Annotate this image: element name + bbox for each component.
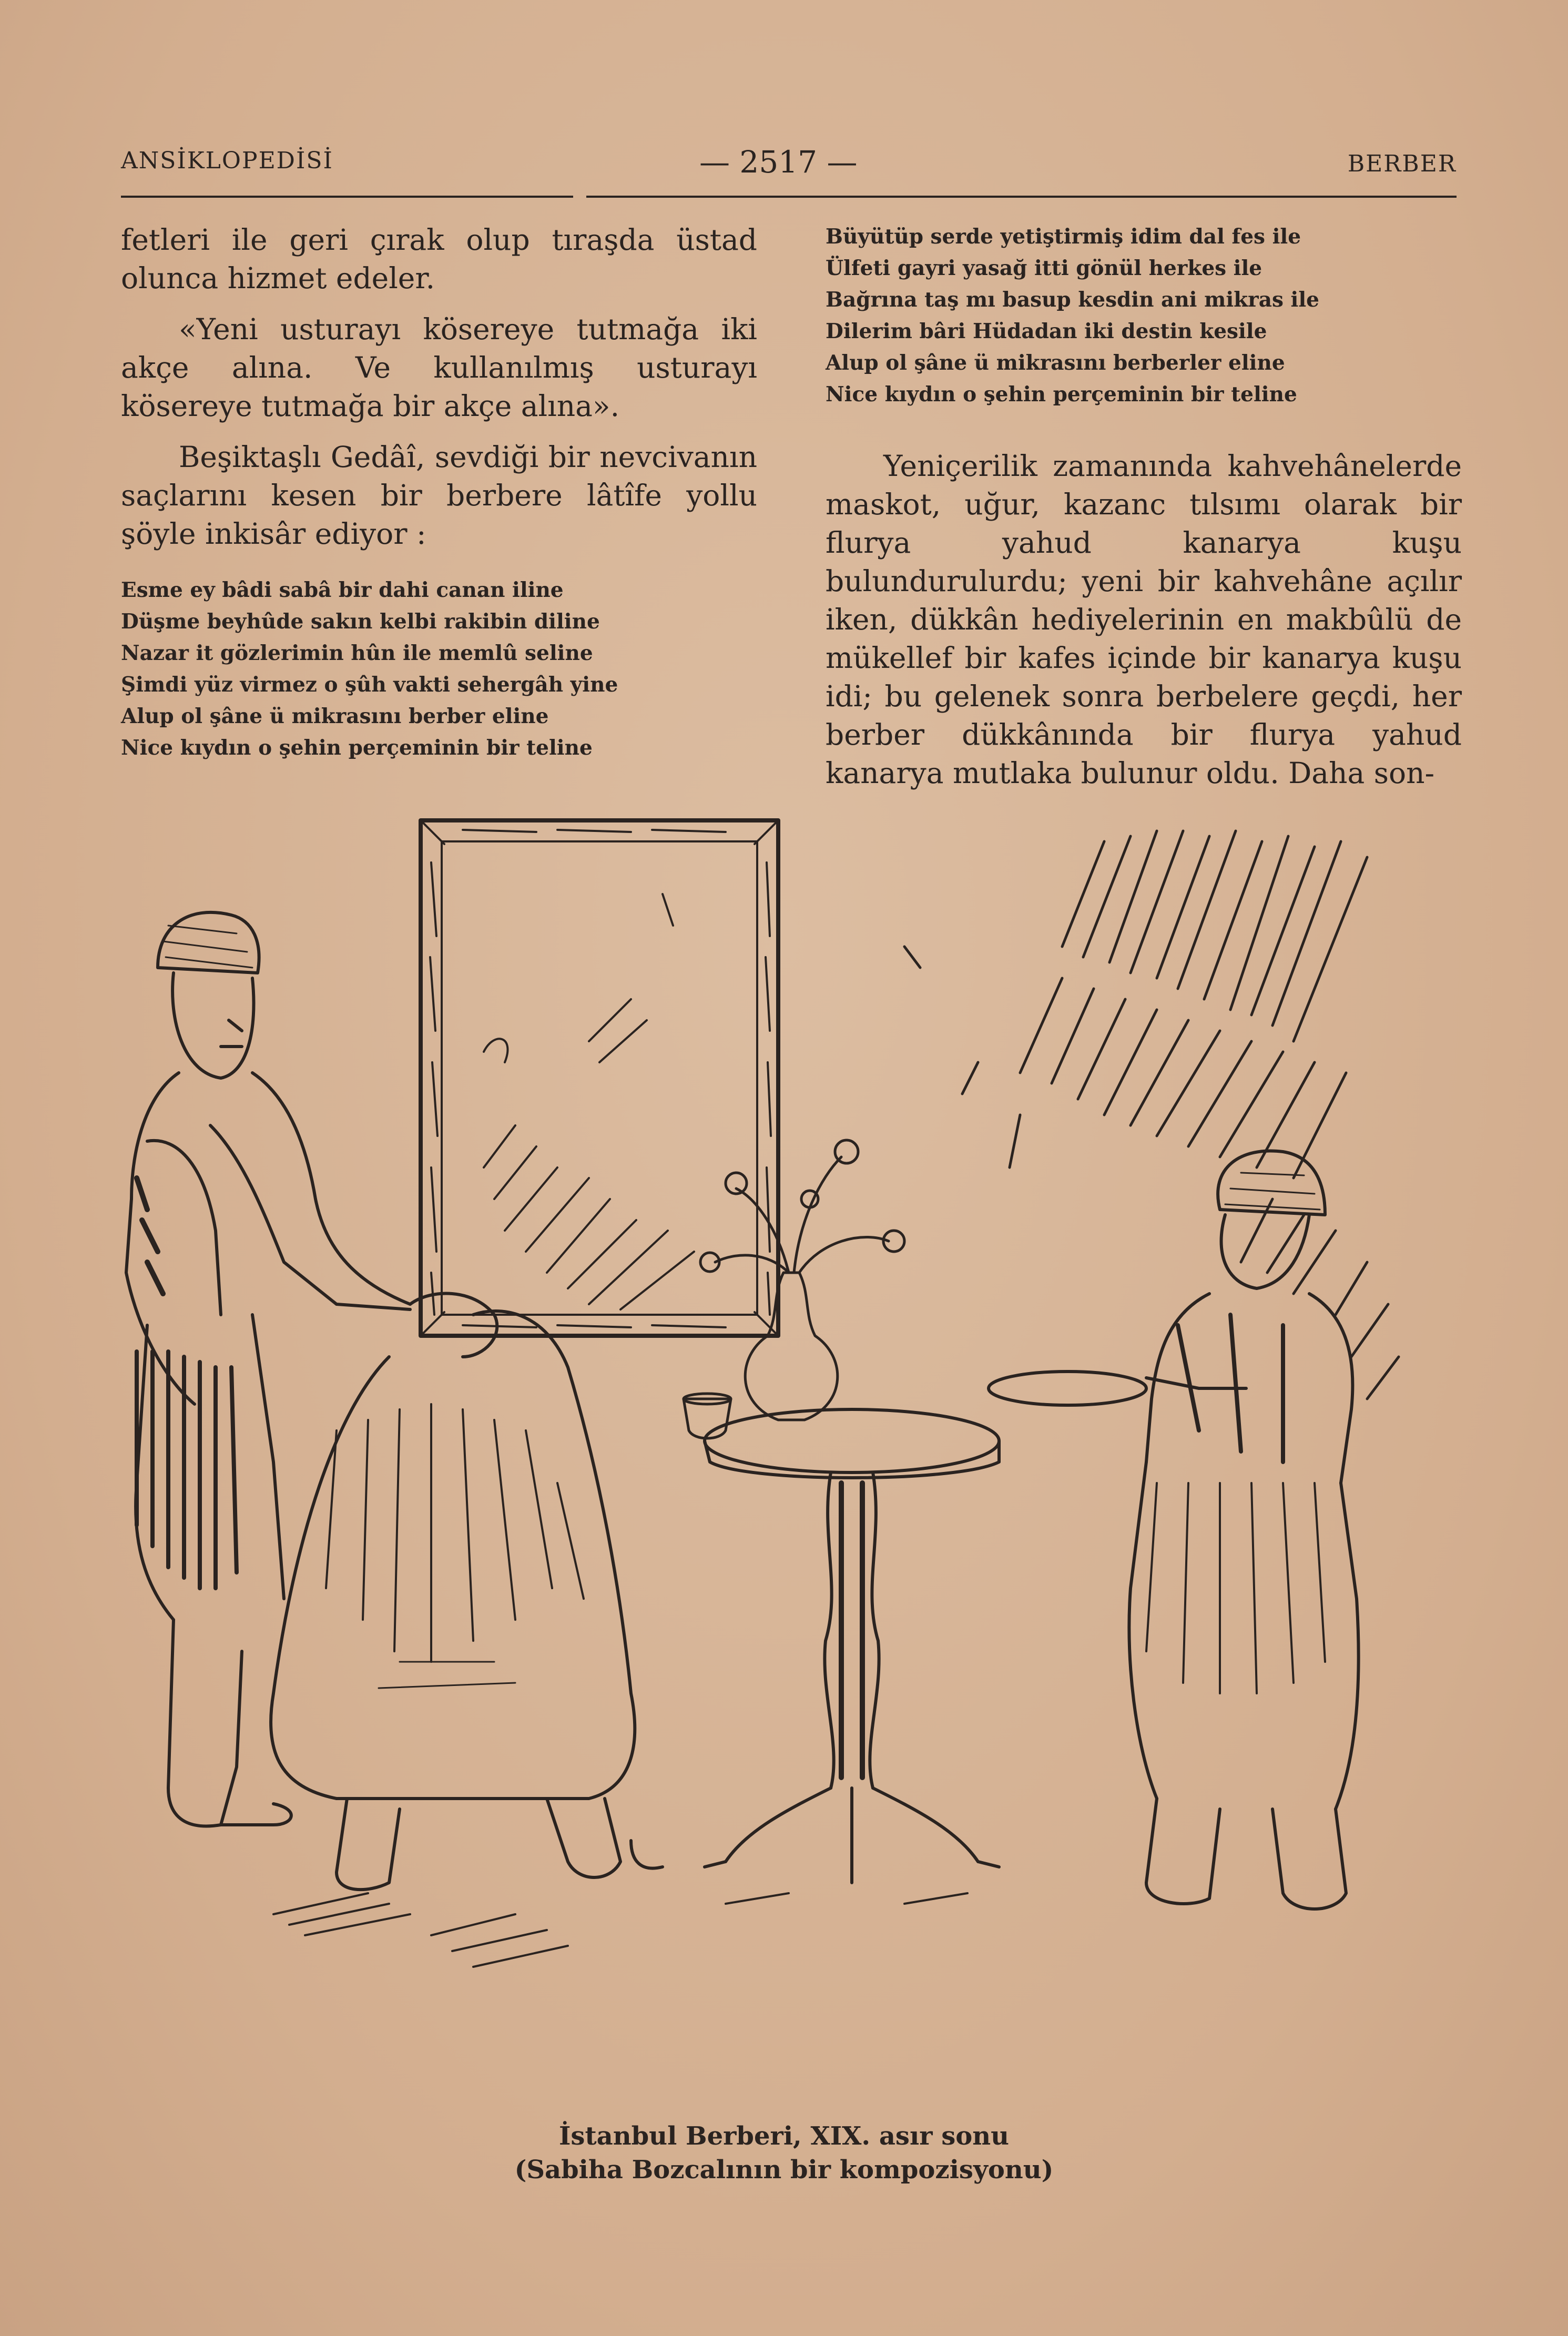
- poem-line: Esme ey bâdi sabâ bir dahi canan iline: [121, 578, 564, 602]
- paragraph: fetleri ile geri çırak olup tıraşda üstad olunca hizmet edeler.: [121, 223, 757, 295]
- caption-title: İstanbul Berberi, XIX. asır sonu: [558, 2121, 1010, 2151]
- paragraph: Yeniçerilik zamanında kahvehânelerde maskot, uğur, kazanc tılsımı olarak bir flurya yahud kanarya kuşu bulundurulurdu; yeni bir kahvehâne açılır iken, dükkân hediyelerinin en makbûlü de mükellef bir kafes içinde bir kanarya kuşu idi; bu gelenek sonra berbelere geçdi, her berber dükkânında bir flurya yahud kanarya mutlaka bulunur oldu. Daha son-: [826, 449, 1462, 790]
- caption-credit: (Sabiha Bozcalının bir kompozisyonu): [514, 2155, 1054, 2185]
- paragraph: Beşiktaşlı Gedâî, sevdiği bir nevcivanın saçlarını kesen bir berbere lâtîfe yollu şöyle inkisâr ediyor :: [121, 440, 757, 551]
- figure-caption: [0, 2119, 1568, 2187]
- barber-shop-illustration: [116, 799, 1462, 2104]
- floor-hatching: [273, 1893, 968, 1967]
- poem-line: Şimdi yüz virmez o şûh vakti sehergâh yine: [121, 673, 618, 697]
- flower-vase: [700, 1140, 904, 1420]
- poem-line: Nice kıydın o şehin perçeminin bir teline: [121, 736, 593, 760]
- poem-line: Büyütüp serde yetiştirmiş idim dal fes ile: [826, 225, 1301, 249]
- poem-line: Alup ol şâne ü mikrasını berber eline: [121, 704, 549, 728]
- poem-stanza: [121, 574, 757, 764]
- header-left-title: ANSİKLOPEDİSİ: [121, 147, 333, 174]
- right-column: [826, 221, 1462, 805]
- page-number: — 2517 —: [699, 144, 858, 180]
- poem-line: Alup ol şâne ü mikrasını berberler eline: [826, 351, 1285, 375]
- poem-line: Nazar it gözlerimin hûn ile memlû seline: [121, 641, 593, 665]
- header-rule-left: [121, 196, 573, 198]
- apprentice-figure: [989, 1151, 1359, 1909]
- poem-line: Nice kıydın o şehin perçeminin bir teline: [826, 382, 1297, 407]
- coffee-cup: [684, 1394, 731, 1438]
- barber-figure: [126, 912, 410, 1826]
- header-rule-right: [586, 196, 1457, 198]
- poem-line: Dilerim bâri Hüdadan iki destin kesile: [826, 319, 1267, 343]
- side-table: [705, 1409, 999, 1883]
- poem-line: Ülfeti gayri yasağ itti gönül herkes ile: [826, 256, 1262, 280]
- poem-stanza: [826, 221, 1462, 410]
- running-header: [121, 144, 1457, 200]
- mirror-reflection: [484, 894, 694, 1309]
- poem-line: Bağrına taş mı basup kesdin ani mikras ile: [826, 288, 1319, 312]
- left-column: [121, 221, 757, 764]
- paragraph-quote: «Yeni usturayı kösereye tutmağa iki akçe alına. Ve kullanılmış usturayı kösereye tutmağa bir akçe alına».: [121, 312, 757, 423]
- poem-line: Düşme beyhûde sakın kelbi rakibin diline: [121, 610, 600, 634]
- header-right-title: BERBER: [1347, 150, 1457, 177]
- customer-figure: [271, 1294, 663, 1890]
- wall-hatching: [904, 831, 1399, 1399]
